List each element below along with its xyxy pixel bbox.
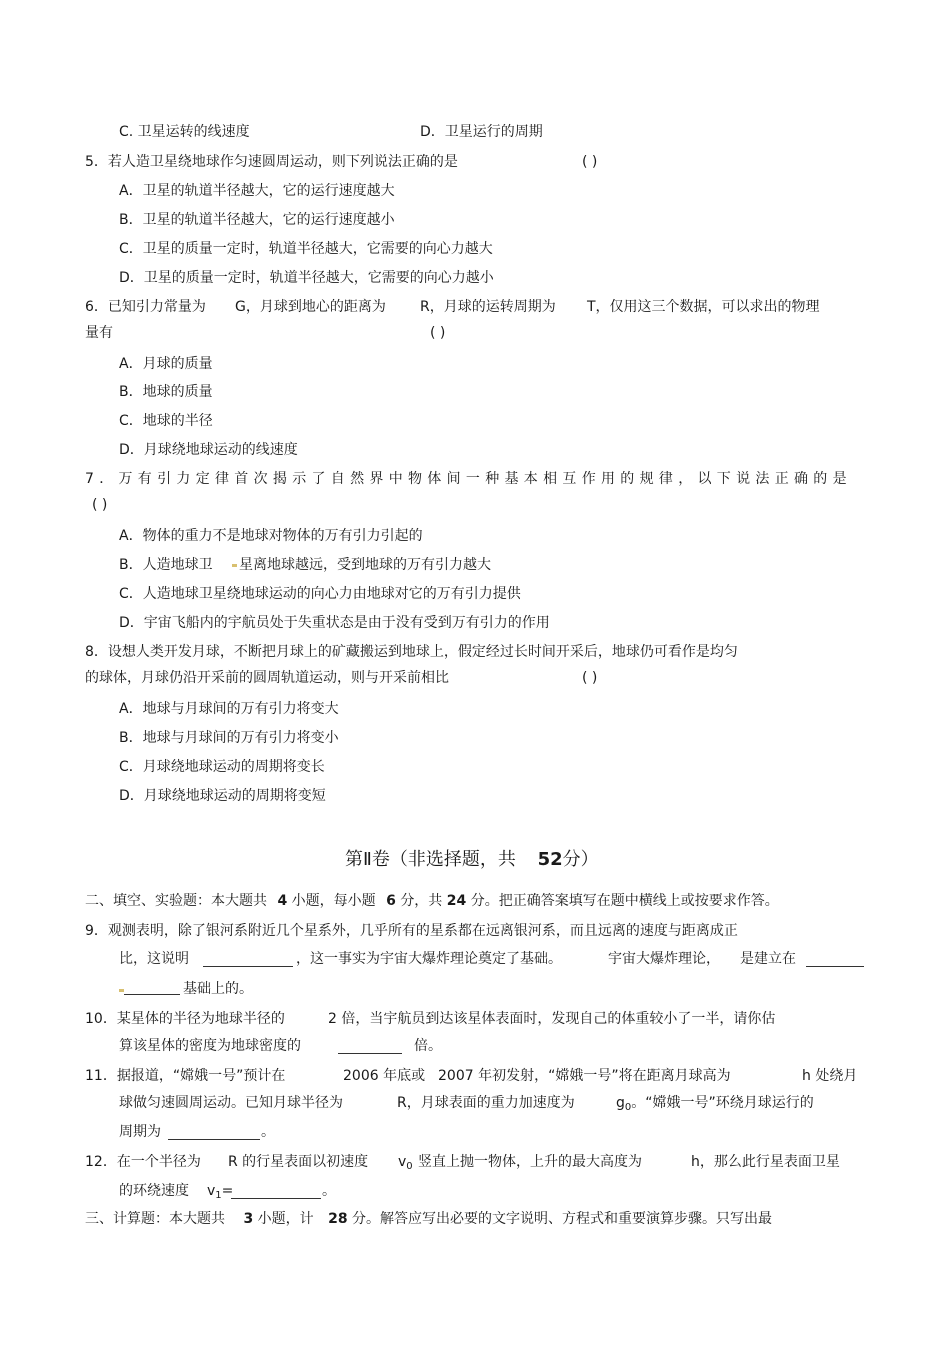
section2-points-total: 24 [446,893,467,909]
section3-text-3: 分。解答应写出必要的文字说明、方程式和重要演算步骤。只写出最 [352,1211,773,1227]
q5-option-c: C．卫星的质量一定时，轨道半径越大，它需要的向心力越大 [119,241,493,257]
q11-line3a: 周期为 [119,1124,161,1140]
q12-line1a: 12．在一个半径为 [85,1154,201,1170]
q12-equals: = [221,1183,234,1199]
q6-option-d: D．月球绕地球运动的线速度 [119,442,298,458]
q9-line2a: 比，这说明 [119,951,189,967]
q5-option-d: D．卫星的质量一定时，轨道半径越大，它需要的向心力越小 [119,270,494,286]
section2-text-4: 分。把正确答案填写在题中横线上或按要求作答。 [470,893,779,909]
q8-option-c: C．月球绕地球运动的周期将变长 [119,759,325,775]
q11-g-subscript: 0 [624,1102,632,1113]
q12-blank[interactable] [231,1184,321,1199]
q11-line1d: h 处绕月 [802,1068,858,1084]
q11-g-symbol: g [616,1095,625,1111]
q11-line1a: 11．据报道，“嫦娥一号”预计在 [85,1068,286,1084]
section2-text-3: 分，共 [400,893,443,909]
section2-points-each: 6 [386,893,396,909]
q5-stem: 5．若人造卫星绕地球作匀速圆周运动，则下列说法正确的是 [85,154,458,170]
q10-line2b: 倍。 [414,1038,442,1054]
q9-blank-2[interactable] [806,952,864,967]
q11-line2b: R，月球表面的重力加速度为 [397,1095,575,1111]
q6-stem-part2: G，月球到地心的距离为 [235,299,386,315]
q12-line2a: 的环绕速度 [119,1183,189,1199]
q7-answer-bracket: ( ) [92,497,108,513]
q9-blank-1[interactable] [203,952,293,967]
q10-line1b: 2 倍，当宇航员到达该星体表面时，发现自己的体重较小了一半，请你估 [328,1011,776,1027]
q12-v1-subscript: 1 [215,1190,222,1201]
q11-blank[interactable] [168,1125,260,1140]
q4-option-d: D．卫星运行的周期 [420,124,543,140]
q7-option-b-part1: B．人造地球卫 [119,557,213,573]
q8-answer-bracket: ( ) [582,670,598,686]
q9-line1: 9．观测表明，除了银河系附近几个星系外，几乎所有的星系都在远离银河系，而且远离的速度与距离成正 [85,923,738,939]
section3-text-1: 三、计算题：本大题共 [85,1211,225,1227]
q6-option-a: A．月球的质量 [119,356,213,372]
q12-line2d: 。 [322,1183,336,1199]
q6-stem-line2: 量有 [85,325,113,341]
q9-line2c: 宇宙大爆炸理论， [608,951,720,967]
q9-line3: 基础上的。 [183,981,253,997]
part2-heading-text: 第Ⅱ卷（非选择题，共 [345,849,516,870]
section2-text-2: 小题，每小题 [291,893,376,909]
q12-v1-symbol: v [207,1183,216,1199]
q9-line2d: 是建立在 [740,951,796,967]
q6-stem-part4: T，仅用这三个数据，可以求出的物理 [587,299,820,315]
q5-option-b: B．卫星的轨道半径越大，它的运行速度越小 [119,212,395,228]
q11-line1b: 2006 年底或 [343,1068,426,1084]
q8-stem-line2: 的球体，月球仍沿开采前的圆周轨道运动，则与开采前相比 [85,670,449,686]
scan-artifact-mark [232,555,237,575]
q11-line3b: 。 [261,1124,275,1140]
q12-v-subscript: 0 [406,1161,413,1172]
q8-stem-line1: 8．设想人类开发月球，不断把月球上的矿藏搬运到地球上，假定经过长时间开采后，地球仍可看作是均匀 [85,644,738,660]
q12-v-symbol: v [398,1154,407,1170]
section2-text-1: 二、填空、实验题：本大题共 [85,893,267,909]
q12-v1 [207,1181,233,1206]
q8-option-b: B．地球与月球间的万有引力将变小 [119,730,339,746]
q10-line1a: 10．某星体的半径为地球半径的 [85,1011,285,1027]
section2-instructions [85,891,779,911]
q6-answer-bracket: ( ) [430,325,446,341]
q11-line2d: 。“嫦娥一号”环绕月球运行的 [631,1095,814,1111]
part2-heading-suffix: 分） [562,849,599,870]
q4-option-c: C. 卫星运转的线速度 [119,124,250,140]
q5-answer-bracket: ( ) [582,154,598,170]
section3-question-count: 3 [243,1211,254,1227]
q12-v0 [398,1152,413,1177]
q10-line2a: 算该星体的密度为地球密度的 [119,1038,301,1054]
q12-line1e: h，那么此行星表面卫星 [691,1154,840,1170]
q7-option-b-part2: 星离地球越远，受到地球的万有引力越大 [239,557,491,573]
q5-option-a: A．卫星的轨道半径越大，它的运行速度越大 [119,183,395,199]
q12-line1d: 竖直上抛一物体，上升的最大高度为 [418,1154,642,1170]
q8-option-d: D．月球绕地球运动的周期将变短 [119,788,326,804]
q7-option-a: A．物体的重力不是地球对物体的万有引力引起的 [119,528,423,544]
q6-option-b: B．地球的质量 [119,384,213,400]
q8-option-a: A．地球与月球间的万有引力将变大 [119,701,339,717]
q6-stem-part3: R，月球的运转周期为 [420,299,556,315]
section3-text-2: 小题，计 [257,1211,314,1227]
q7-stem: 7．万有引力定律首次揭示了自然界中物体间一种基本相互作用的规律，以下说法正确的是 [85,471,852,487]
part2-heading [345,848,599,872]
q9-blank-2-cont[interactable] [124,980,180,995]
section3-instructions [85,1209,772,1229]
q10-blank[interactable] [338,1039,402,1054]
section3-points-total: 28 [328,1211,348,1227]
q6-stem-part1: 6．已知引力常量为 [85,299,206,315]
q11-line2a: 球做匀速圆周运动。已知月球半径为 [119,1095,343,1111]
q11-g0 [616,1093,814,1118]
section2-question-count: 4 [277,893,288,909]
q11-line1c: 2007 年初发射，“嫦娥一号”将在距离月球高为 [438,1068,731,1084]
q7-option-c: C．人造地球卫星绕地球运动的向心力由地球对它的万有引力提供 [119,586,521,602]
q12-line1b: R 的行星表面以初速度 [228,1154,369,1170]
part2-total-score: 52 [537,849,563,870]
q9-line2b: ，这一事实为宇宙大爆炸理论奠定了基础。 [296,951,562,967]
q7-option-d: D．宇宙飞船内的宇航员处于失重状态是由于没有受到万有引力的作用 [119,615,550,631]
q6-option-c: C．地球的半径 [119,413,213,429]
